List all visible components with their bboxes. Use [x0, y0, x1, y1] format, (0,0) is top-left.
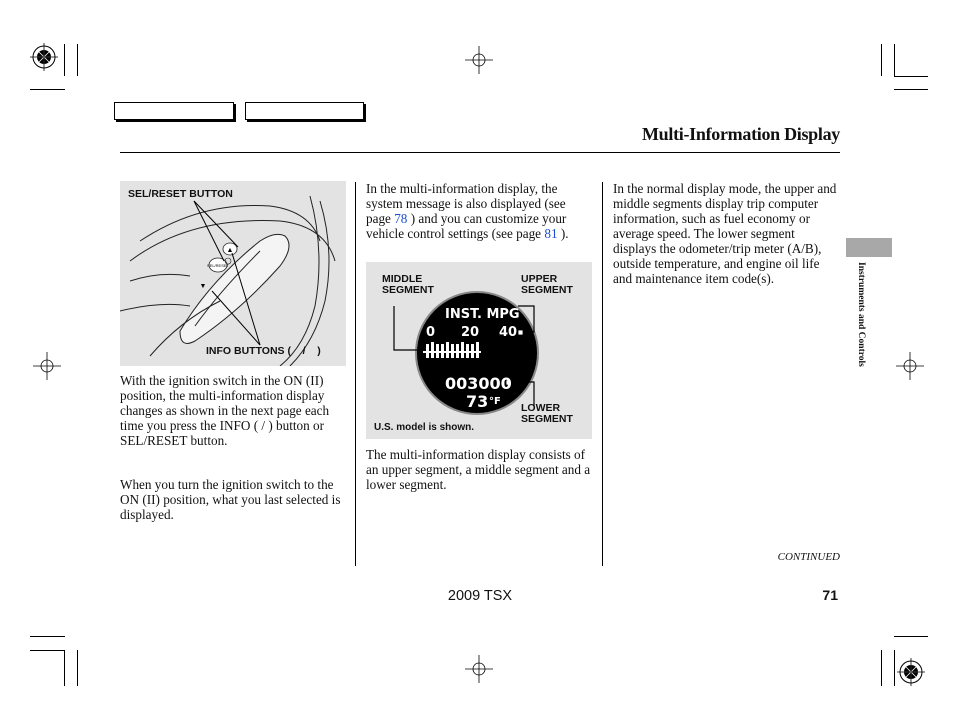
page-number: 71	[822, 587, 838, 603]
crop-mark	[30, 89, 65, 90]
registration-target-icon	[30, 43, 58, 71]
info-buttons-label: INFO BUTTONS ( / )	[206, 345, 321, 357]
crop-mark	[894, 650, 895, 686]
steering-wheel-figure	[120, 181, 346, 366]
svg-text:▼: ▼	[199, 283, 207, 290]
page-ref-81-link[interactable]: 81	[544, 226, 558, 241]
crop-mark	[881, 44, 882, 76]
lower-segment-label: LOWER SEGMENT	[521, 402, 573, 425]
display-title: INST. MPG	[445, 307, 520, 322]
scale-label-20: 20	[461, 325, 480, 340]
header-tab-box	[245, 102, 364, 120]
crop-mark	[64, 44, 65, 76]
footer-model: 2009 TSX	[447, 588, 513, 604]
crop-mark	[77, 650, 78, 686]
scale-label-0: 0	[426, 325, 436, 340]
crosshair-icon	[33, 352, 61, 380]
svg-text:SEL/RESET: SEL/RESET	[206, 263, 230, 268]
column2-paragraph1	[366, 181, 591, 241]
crosshair-icon	[465, 655, 493, 683]
info-button	[200, 283, 207, 290]
side-tab-text: Instruments and Controls	[856, 262, 866, 367]
crop-mark	[30, 636, 65, 637]
crop-mark	[64, 650, 65, 686]
section-side-label	[855, 262, 867, 412]
middle-segment-label: MIDDLE SEGMENT	[382, 273, 434, 296]
page-ref-78-link[interactable]: 78	[394, 211, 408, 226]
sel-reset-button	[207, 258, 230, 272]
temperature-unit: °F	[489, 396, 501, 407]
svg-text:▲: ▲	[226, 247, 234, 254]
steering-wheel-illustration	[120, 181, 346, 366]
multi-info-display-figure	[366, 262, 592, 439]
continued-label: CONTINUED	[777, 551, 840, 563]
temperature-readout: 73	[466, 392, 489, 411]
column2-paragraph2: The multi-information display consists of an upper segment, a middle segment and a lower segment.	[366, 447, 591, 492]
column2-paragraph1-text: ) and you can customize your vehicle control settings (see page	[366, 211, 567, 241]
info-button	[223, 243, 237, 255]
crop-mark	[77, 44, 78, 76]
column3-paragraph1: In the normal display mode, the upper and middle segments display trip computer information, such as fuel economy or average speed. The lower segment displays the odometer/trip meter (A/B), outside temperature, and engine oil life and maintenance item code(s).	[613, 181, 837, 286]
figure-caption: U.S. model is shown.	[374, 422, 475, 433]
sel-reset-label: SEL/RESET BUTTON	[128, 188, 233, 200]
crosshair-icon	[465, 46, 493, 74]
column-divider	[355, 182, 356, 566]
crop-mark	[894, 44, 895, 76]
column2-paragraph1-text: ).	[557, 226, 569, 241]
scale-label-40: 40	[499, 325, 518, 340]
upper-segment-label: UPPER SEGMENT	[521, 273, 573, 296]
column1-paragraph1: With the ignition switch in the ON (II) position, the multi-information display changes as shown in the next page each time you press the INFO ( / ) button or SEL/RESET button.	[120, 373, 330, 448]
column-divider	[602, 182, 603, 566]
section-side-tab	[846, 238, 892, 257]
column1-paragraph2: When you turn the ignition switch to the ON (II) position, what you last selected is displayed.	[120, 477, 341, 522]
crop-mark	[881, 650, 882, 686]
crop-mark	[894, 76, 928, 77]
header-tab-box	[114, 102, 234, 120]
odometer-readout: 003000	[445, 374, 512, 393]
title-rule	[120, 152, 840, 153]
crop-mark	[30, 650, 65, 651]
crop-mark	[894, 89, 928, 90]
registration-target-icon	[897, 658, 925, 686]
page-title: Multi-Information Display	[641, 124, 840, 144]
crop-mark	[894, 636, 928, 637]
crosshair-icon	[896, 352, 924, 380]
column2-paragraph1-text: In the multi-information display, the system message is also displayed (see page	[366, 181, 566, 226]
